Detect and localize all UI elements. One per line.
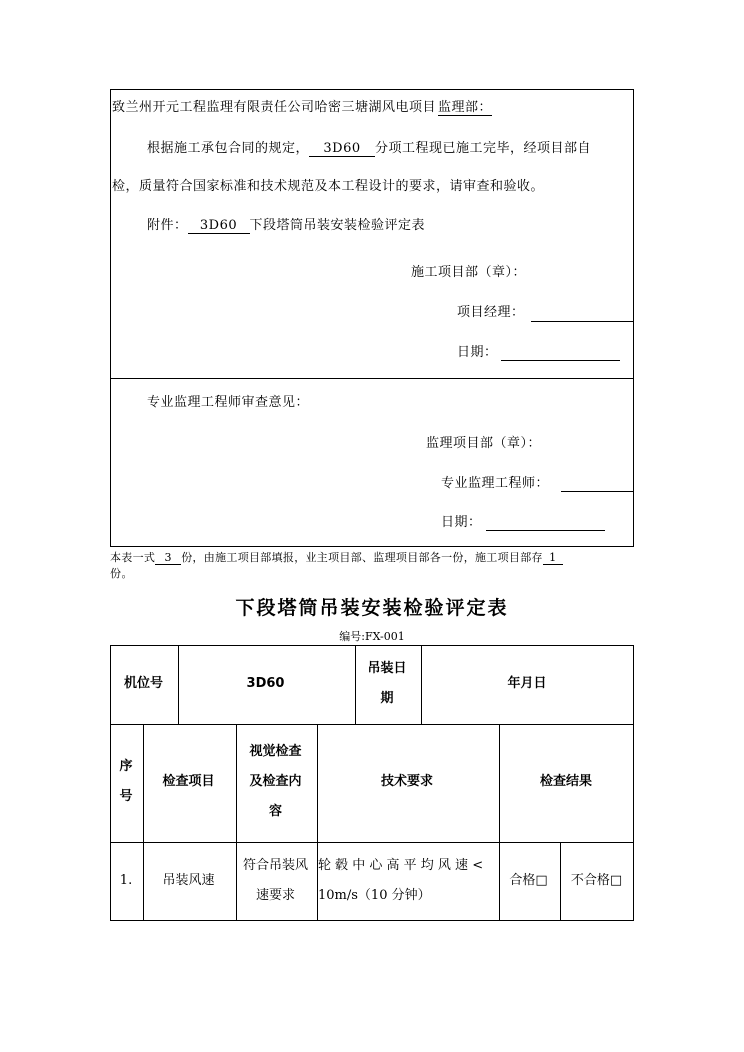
date-label-2: 日期：	[441, 515, 482, 530]
form-title: 下段塔筒吊装安装检验评定表	[235, 597, 509, 619]
position-value[interactable]: 3D60	[246, 676, 285, 691]
row1-tech	[316, 841, 498, 921]
para-item-field[interactable]: 3D60	[309, 141, 375, 157]
para-suffix: 分项工程现已施工完毕，经项目部自	[375, 141, 592, 156]
attach-suffix: 下段塔筒吊装安装检验评定表	[249, 218, 426, 233]
para-prefix: 根据施工承包合同的规定，	[147, 141, 310, 156]
addressee-name: 致兰州开元工程监理有限责任公司哈密三塘湖风电项目	[112, 100, 437, 115]
footnote	[110, 550, 563, 566]
attach-item-field[interactable]: 3D60	[188, 218, 250, 234]
date-label-1: 日期：	[457, 345, 498, 360]
header-tech: 技术要求	[380, 774, 433, 789]
approval-paragraph-line2: 检，质量符合国家标准和技术规范及本工程设计的要求，请审查和验收。	[112, 179, 545, 194]
addressee	[112, 100, 492, 116]
header-visual	[235, 723, 316, 841]
row1-tech-1: 轮 毂 中 心 高 平 均 风 速 <	[318, 858, 484, 873]
position-label: 机位号	[123, 676, 163, 691]
submission-letter-box	[110, 89, 634, 547]
row1-fail-checkbox[interactable]: 不合格□	[570, 873, 623, 888]
footnote-part2: 份，由施工项目部填报，业主项目部、监理项目部各一份，施工项目部存	[181, 551, 543, 564]
attachment-line	[147, 218, 425, 234]
date-line-1[interactable]	[501, 360, 620, 361]
row1-seq: 1.	[119, 873, 133, 888]
header-visual-1: 视觉检查	[249, 744, 302, 759]
supervision-engineer-label: 专业监理工程师：	[441, 476, 550, 491]
footnote-copies: 3	[155, 551, 181, 565]
row1-item: 吊装风速	[162, 873, 215, 888]
engineer-opinion-label: 专业监理工程师审查意见：	[147, 395, 310, 410]
row1-tech-2: 10m/s（10 分钟）	[318, 888, 431, 903]
header-item: 检查项目	[162, 774, 215, 789]
project-manager-label: 项目经理：	[457, 305, 525, 320]
addressee-dept: 监理部：	[438, 100, 493, 115]
header-seq	[110, 723, 142, 841]
row1-visual-2: 速要求	[255, 888, 295, 903]
form-code: 编号:FX-001	[339, 630, 405, 643]
date-line-2[interactable]	[486, 530, 605, 531]
header-result: 检查结果	[539, 774, 592, 789]
row1-pass-checkbox[interactable]: 合格□	[509, 873, 548, 888]
footnote-part3: 份。	[110, 567, 133, 580]
hoist-date-label-2: 期	[380, 691, 394, 706]
hoist-date-label	[354, 645, 420, 723]
attach-prefix: 附件：	[147, 218, 188, 233]
row1-visual	[235, 841, 316, 921]
supervision-engineer-signature-line[interactable]	[561, 491, 634, 492]
section-divider	[111, 378, 633, 379]
header-seq-2: 号	[119, 789, 133, 804]
supervision-dept-seal: 监理项目部（章）：	[426, 436, 542, 451]
hoist-date-value[interactable]: 年月日	[507, 676, 547, 691]
contractor-dept-seal: 施工项目部（章）：	[411, 265, 527, 280]
approval-paragraph-line1	[147, 141, 591, 157]
header-visual-3: 容	[268, 804, 282, 819]
footnote-part1: 本表一式	[110, 551, 156, 564]
project-manager-signature-line[interactable]	[531, 321, 634, 322]
header-visual-2: 及检查内	[249, 774, 302, 789]
header-seq-1: 序	[119, 759, 133, 774]
footnote-keep: 1	[543, 551, 563, 565]
hoist-date-label-1: 吊装日	[367, 661, 407, 676]
row1-visual-1: 符合吊装风	[242, 858, 308, 873]
